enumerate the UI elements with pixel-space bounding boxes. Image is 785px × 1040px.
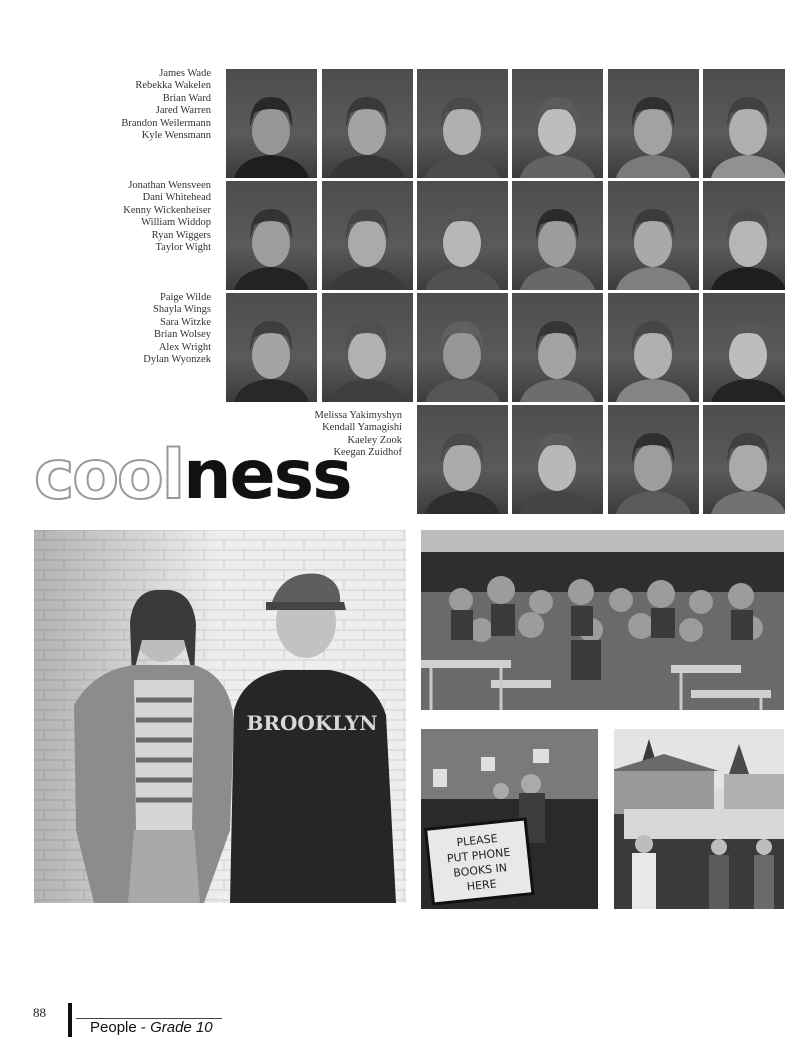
student-portrait bbox=[512, 405, 603, 514]
student-name: Paige Wilde bbox=[160, 292, 211, 303]
student-name: Alex Wright bbox=[158, 341, 211, 353]
footer-section-label bbox=[90, 1019, 213, 1036]
student-portrait bbox=[417, 293, 508, 402]
names-row-2 bbox=[11, 180, 211, 254]
student-portrait bbox=[608, 181, 699, 290]
student-name: Sara Witzke bbox=[160, 316, 211, 328]
student-portrait bbox=[703, 69, 785, 178]
student-name: Dylan Wyonzek bbox=[143, 354, 211, 366]
title-light: cool bbox=[34, 436, 184, 515]
page-title bbox=[34, 436, 351, 516]
student-name: Shayla Wings bbox=[152, 304, 211, 316]
student-portrait bbox=[417, 69, 508, 178]
student-portrait bbox=[703, 293, 785, 402]
student-name: Kenny Wickenheiser bbox=[123, 204, 211, 216]
student-portrait bbox=[512, 69, 603, 178]
student-portrait bbox=[226, 181, 317, 290]
student-portrait bbox=[703, 181, 785, 290]
student-portrait bbox=[322, 181, 413, 290]
student-name: James Wade bbox=[159, 68, 211, 79]
student-name: Keegan Zuidhof bbox=[333, 447, 402, 459]
student-name: Kaeley Zook bbox=[347, 434, 402, 446]
student-name: Jonathan Wensveen bbox=[128, 180, 211, 191]
student-portrait bbox=[608, 69, 699, 178]
student-name: Rebekka Wakelen bbox=[135, 80, 211, 92]
student-name: Brandon Weilermann bbox=[121, 117, 211, 129]
page-number: 88 bbox=[33, 1005, 46, 1020]
student-name: Ryan Wiggers bbox=[151, 229, 211, 241]
sign-line: PLEASE bbox=[455, 831, 499, 850]
sign-line: PUT PHONE bbox=[446, 845, 511, 866]
candid-photo-classroom bbox=[421, 530, 784, 710]
student-name: Brian Ward bbox=[162, 92, 211, 104]
section-name: People bbox=[90, 1019, 137, 1036]
sign-line: HERE bbox=[466, 877, 498, 894]
student-name: Melissa Yakimyshyn bbox=[314, 410, 402, 421]
student-portrait bbox=[417, 405, 508, 514]
section-separator: - bbox=[136, 1019, 151, 1036]
student-portrait bbox=[703, 405, 785, 514]
student-name: Kyle Wensmann bbox=[141, 130, 211, 142]
student-name: Dani Whitehead bbox=[142, 192, 211, 204]
names-row-3 bbox=[11, 292, 211, 366]
candid-photo-phone-books bbox=[421, 729, 598, 909]
student-portrait bbox=[226, 69, 317, 178]
candid-photo-outdoor bbox=[614, 729, 784, 909]
student-portrait bbox=[608, 405, 699, 514]
student-portrait bbox=[417, 181, 508, 290]
student-name: Jared Warren bbox=[155, 105, 211, 117]
student-portrait bbox=[512, 181, 603, 290]
student-portrait bbox=[608, 293, 699, 402]
student-portrait bbox=[226, 293, 317, 402]
candid-photo-two-students bbox=[34, 530, 406, 903]
student-portrait bbox=[322, 69, 413, 178]
student-name: William Widdop bbox=[141, 217, 211, 229]
footer-divider bbox=[68, 1003, 72, 1037]
grade-label: Grade 10 bbox=[150, 1019, 213, 1036]
brooklyn-text: BROOKLYN bbox=[246, 711, 378, 735]
student-portrait bbox=[512, 293, 603, 402]
names-row-1 bbox=[11, 68, 211, 142]
student-portrait bbox=[322, 293, 413, 402]
student-name: Kendall Yamagishi bbox=[322, 422, 402, 434]
title-dark: ness bbox=[183, 436, 351, 515]
student-name: Taylor Wight bbox=[155, 242, 211, 254]
sign-line: BOOKS IN bbox=[452, 861, 508, 880]
student-name: Brian Wolsey bbox=[154, 329, 211, 341]
